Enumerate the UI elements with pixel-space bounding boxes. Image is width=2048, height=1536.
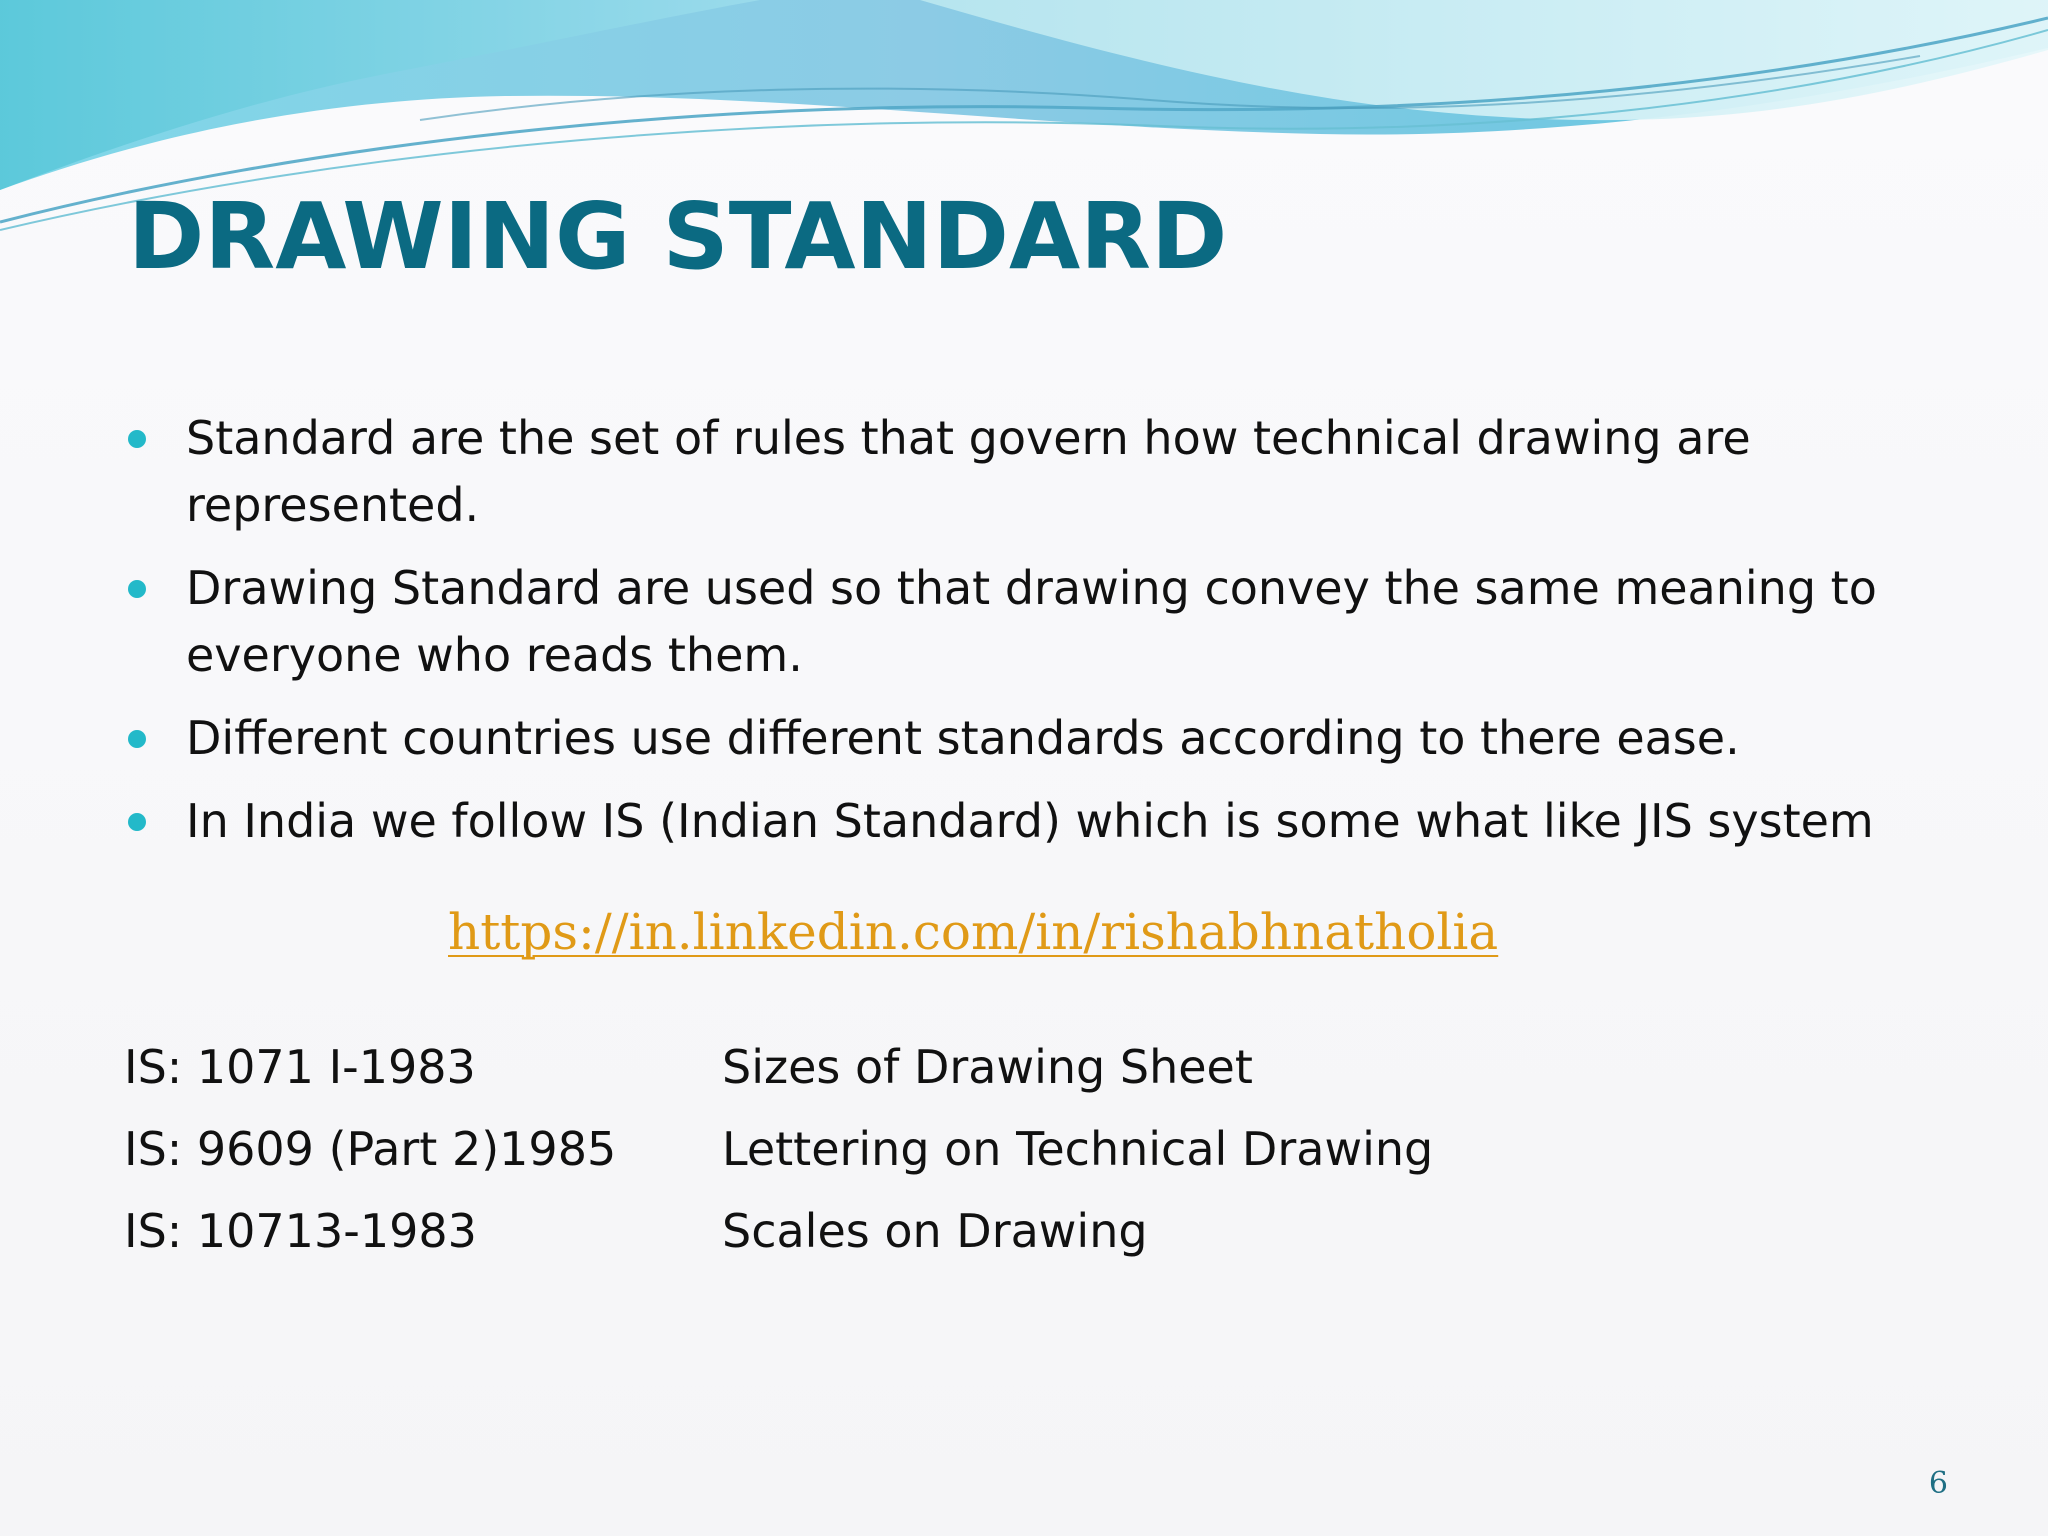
teal-dot-bullet-icon bbox=[128, 813, 146, 831]
teal-dot-bullet-icon bbox=[128, 580, 146, 598]
teal-dot-bullet-icon bbox=[128, 730, 146, 748]
standard-description: Lettering on Technical Drawing bbox=[722, 1122, 1434, 1176]
bullet-item bbox=[128, 405, 1928, 539]
page-number: 6 bbox=[1928, 1466, 1948, 1501]
standard-description: Scales on Drawing bbox=[722, 1204, 1148, 1258]
standard-row bbox=[124, 1197, 1524, 1279]
standard-code: IS: 9609 (Part 2)1985 bbox=[124, 1122, 617, 1176]
bullet-item bbox=[128, 705, 1928, 772]
bullet-text: In India we follow IS (Indian Standard) which is some what like JIS system bbox=[186, 794, 1874, 848]
slide-title: DRAWING STANDARD bbox=[128, 183, 1228, 290]
standard-code: IS: 1071 I-1983 bbox=[124, 1040, 476, 1094]
bullet-list bbox=[128, 405, 1928, 871]
standard-description: Sizes of Drawing Sheet bbox=[722, 1040, 1253, 1094]
bullet-item bbox=[128, 555, 1928, 689]
bullet-text: Standard are the set of rules that govern how technical drawing are represented. bbox=[186, 411, 1751, 532]
standard-code: IS: 10713-1983 bbox=[124, 1204, 477, 1258]
standard-row bbox=[124, 1033, 1524, 1115]
teal-dot-bullet-icon bbox=[128, 430, 146, 448]
bullet-text: Different countries use different standards according to there ease. bbox=[186, 711, 1740, 765]
linkedin-link[interactable]: https://in.linkedin.com/in/rishabhnatholia bbox=[448, 903, 1499, 961]
standard-row bbox=[124, 1115, 1524, 1197]
standards-list bbox=[124, 1033, 1524, 1279]
bullet-item bbox=[128, 788, 1928, 855]
bullet-text: Drawing Standard are used so that drawing convey the same meaning to everyone who reads them. bbox=[186, 561, 1877, 682]
